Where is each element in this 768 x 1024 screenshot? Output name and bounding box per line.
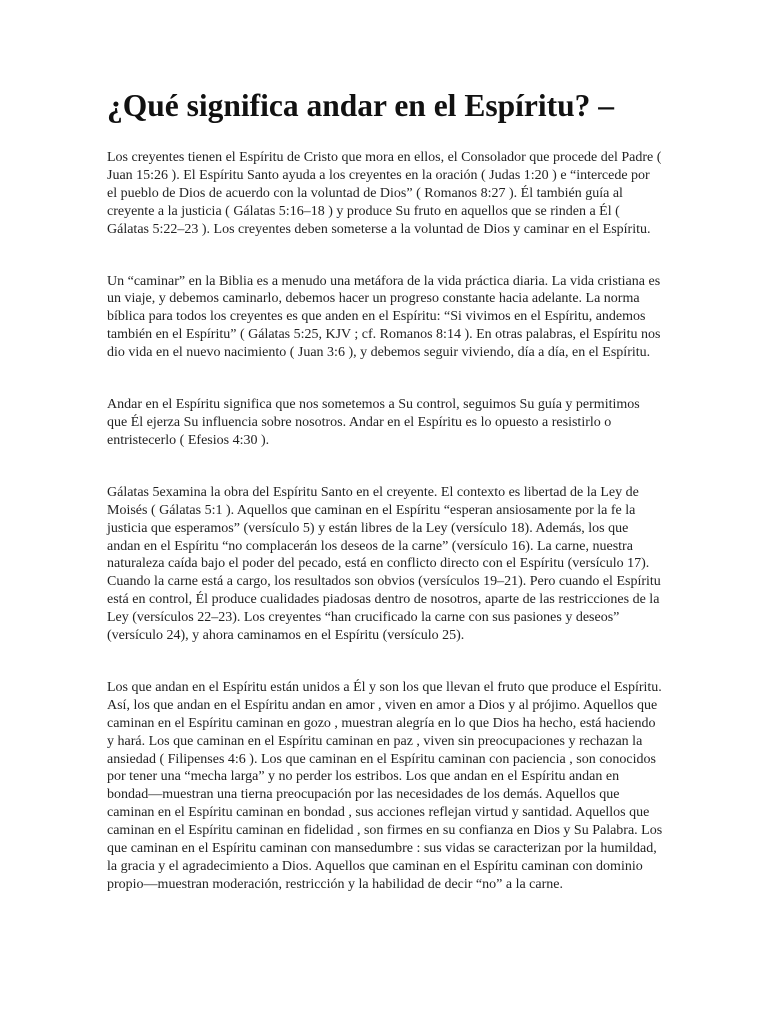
paragraph-5: Los que andan en el Espíritu están unidos a Él y son los que llevan el fruto que produce el Espíritu. Así, los que andan en el Espíritu andan en amor , viven en amor a Dios y al prójimo. Aquellos que caminan en el Espíritu caminan en gozo , muestran alegría en lo que Dios ha hecho, está haciendo y hará. Los que caminan en el Espíritu caminan en paz , viven sin preocupaciones y rechazan la ansiedad ( Filipenses 4:6 ). Los que caminan en el Espíritu caminan con paciencia , son conocidos por tener una “mecha larga” y no perder los estribos. Los que andan en el Espíritu andan en bondad—muestran una tierna preocupación por las necesidades de los demás. Aquellos que caminan en el Espíritu caminan en bondad , sus acciones reflejan virtud y santidad. Aquellos que caminan en el Espíritu caminan en fidelidad , son firmes en su confianza en Dios y Su Palabra. Los que caminan en el Espíritu caminan con mansedumbre : sus vidas se caracterizan por la humildad, la gracia y el agradecimiento a Dios. Aquellos que caminan en el Espíritu caminan con dominio propio—muestran moderación, restricción y la habilidad de decir “no” a la carne. <box>107 679 663 892</box>
page-title: ¿Qué significa andar en el Espíritu? – <box>107 88 614 123</box>
paragraph-2: Un “caminar” en la Biblia es a menudo una metáfora de la vida práctica diaria. La vida cristiana es un viaje, y debemos caminarlo, debemos hacer un progreso constante hacia adelante. La norma bíblica para todos los creyentes es que anden en el Espíritu: “Si vivimos en el Espíritu, andemos también en el Espíritu” ( Gálatas 5:25, KJV ; cf. Romanos 8:14 ). En otras palabras, el Espíritu nos dio vida en el nuevo nacimiento ( Juan 3:6 ), y debemos seguir viviendo, día a día, en el Espíritu. <box>107 273 661 361</box>
document-page <box>107 84 663 928</box>
paragraph-3: Andar en el Espíritu significa que nos sometemos a Su control, seguimos Su guía y permitimos que Él ejerza Su influencia sobre nosotros. Andar en el Espíritu es lo opuesto a resistirlo o entristecerlo ( Efesios 4:30 ). <box>107 397 640 448</box>
paragraph-4: Gálatas 5examina la obra del Espíritu Santo en el creyente. El contexto es libertad de la Ley de Moisés ( Gálatas 5:1 ). Aquellos que caminan en el Espíritu “esperan ansiosamente por la fe la justicia que esperamos” (versículo 5) y están libres de la Ley (versículo 18). Además, los que andan en el Espíritu “no complacerán los deseos de la carne” (versículo 16). La carne, nuestra naturaleza caída bajo el poder del pecado, está en conflicto directo con el Espíritu (versículo 17). Cuando la carne está a cargo, los resultados son obvios (versículos 19–21). Pero cuando el Espíritu está en control, Él produce cualidades piadosas dentro de nosotros, aparte de las restricciones de la Ley (versículos 22–23). Los creyentes “han crucificado la carne con sus pasiones y deseos” (versículo 24), y ahora caminamos en el Espíritu (versículo 25). <box>107 484 661 644</box>
paragraph-1: Los creyentes tienen el Espíritu de Cristo que mora en ellos, el Consolador que procede del Padre ( Juan 15:26 ). El Espíritu Santo ayuda a los creyentes en la oración ( Judas 1:20 ) e “intercede por el pueblo de Dios de acuerdo con la voluntad de Dios” ( Romanos 8:27 ). Él también guía al creyente a la justicia ( Gálatas 5:16–18 ) y produce Su fruto en aquellos que se rinden a Él ( Gálatas 5:22–23 ). Los creyentes deben someterse a la voluntad de Dios y caminar en el Espíritu. <box>107 150 662 237</box>
